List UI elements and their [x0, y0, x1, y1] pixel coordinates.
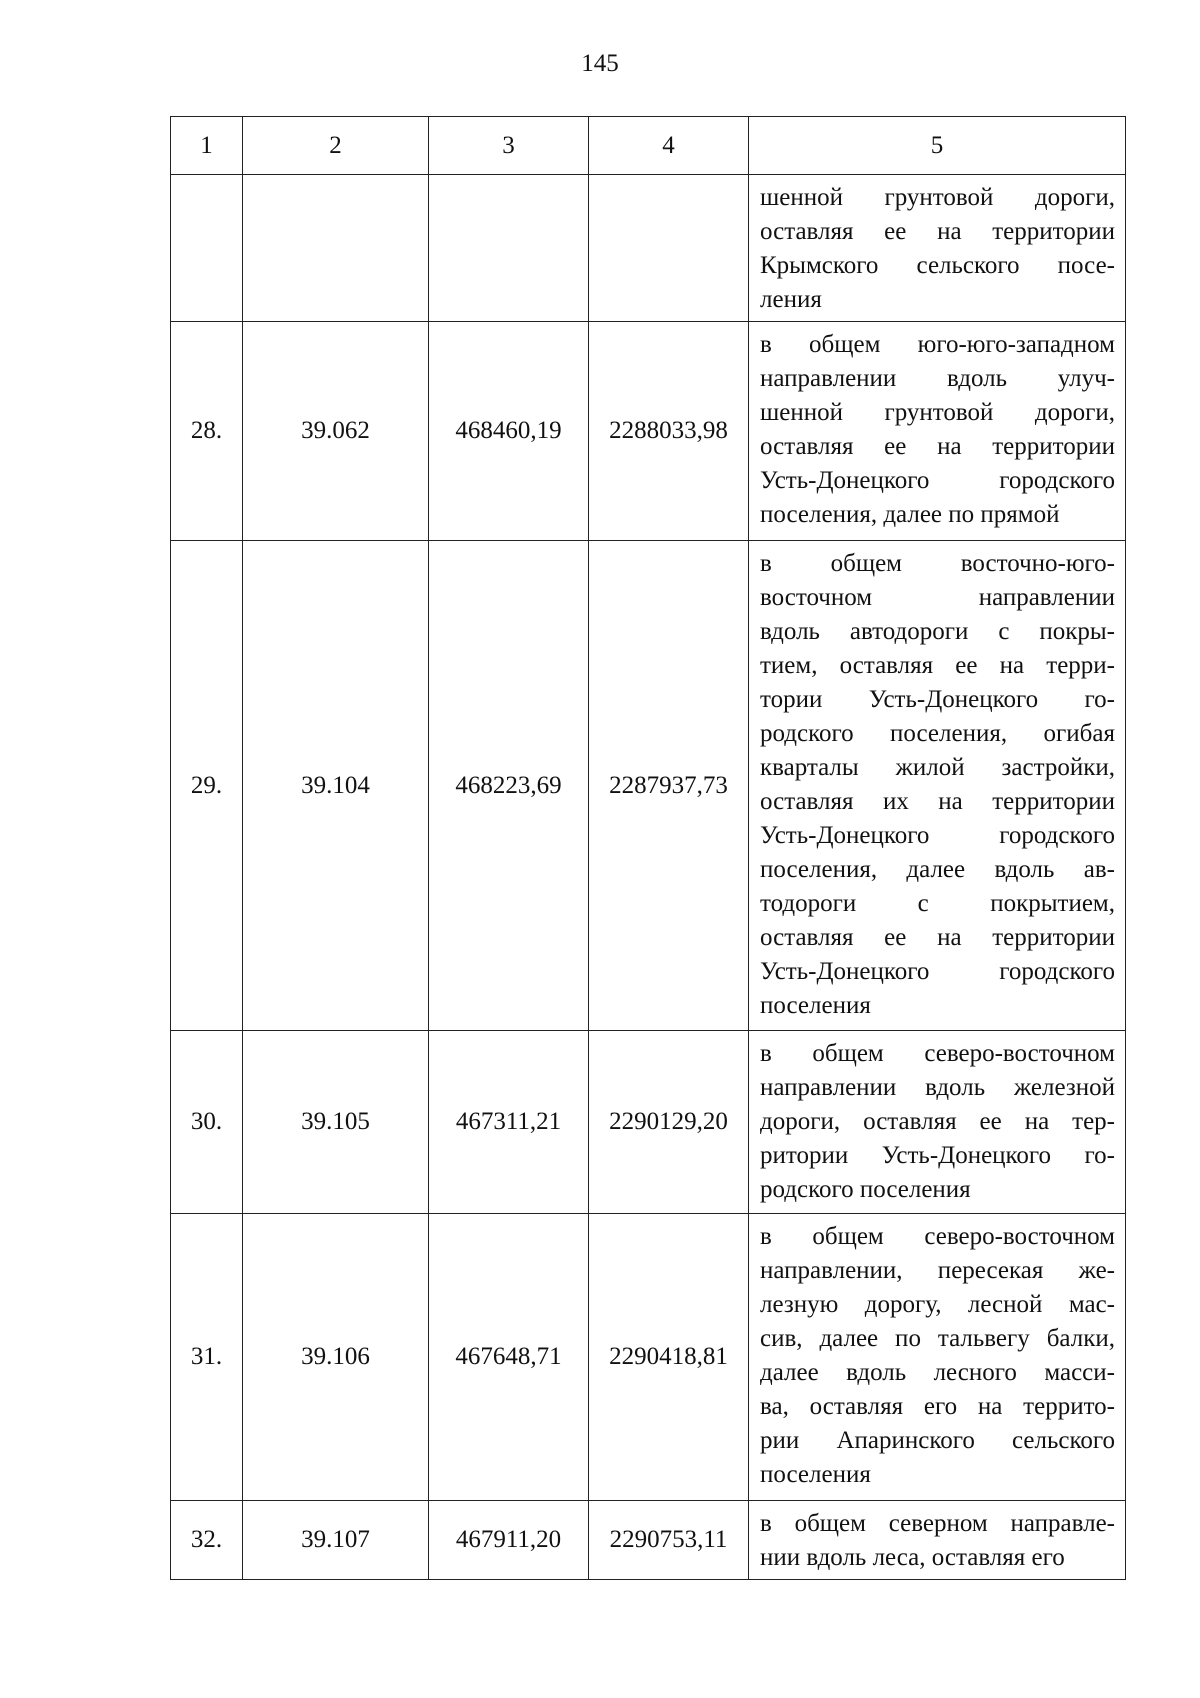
description-line: кварталы жилой застройки, [760, 754, 1115, 781]
y-coordinate-cell: 2290129,20 [589, 1031, 749, 1214]
page-number: 145 [581, 50, 619, 77]
x-coordinate-cell: 468460,19 [429, 322, 589, 541]
description-line: в общем северном направле- [760, 1510, 1115, 1537]
description-line: оставляя ее на территории [760, 218, 1115, 245]
row-number-cell: 30. [171, 1031, 243, 1214]
description-line: тодороги с покрытием, [760, 890, 1115, 917]
description-line: в общем северо-восточном [760, 1040, 1115, 1067]
table-row [171, 322, 1126, 541]
point-id-cell: 39.062 [243, 322, 429, 541]
x-coordinate-cell: 467648,71 [429, 1214, 589, 1501]
header-cell-2: 2 [243, 117, 429, 175]
description-line: шенной грунтовой дороги, [760, 184, 1115, 211]
description-cell [749, 175, 1126, 322]
description-line: направлении вдоль улуч- [760, 365, 1115, 392]
description-line: поселения [760, 992, 871, 1019]
y-coordinate-cell [589, 175, 749, 322]
description-line: в общем юго-юго-западном [760, 331, 1115, 358]
description-line: восточном направлении [760, 584, 1115, 611]
description-line: вдоль автодороги с покры- [760, 618, 1115, 645]
description-cell [749, 1501, 1126, 1580]
row-number-cell: 28. [171, 322, 243, 541]
description-line: лезную дорогу, лесной мас- [760, 1291, 1115, 1318]
point-id-cell: 39.106 [243, 1214, 429, 1501]
description-line: ления [760, 286, 822, 313]
point-id-cell: 39.104 [243, 541, 429, 1031]
description-line: в общем северо-восточном [760, 1223, 1115, 1250]
point-id-cell [243, 175, 429, 322]
description-line: в общем восточно-юго- [760, 550, 1115, 577]
boundary-table [170, 116, 1126, 1580]
y-coordinate-cell: 2288033,98 [589, 322, 749, 541]
description-line: поселения, далее по прямой [760, 501, 1060, 528]
description-cell [749, 322, 1126, 541]
description-line: шенной грунтовой дороги, [760, 399, 1115, 426]
description-line: рии Апаринского сельского [760, 1427, 1115, 1454]
header-cell-3: 3 [429, 117, 589, 175]
description-line: оставляя ее на территории [760, 433, 1115, 460]
description-line: родского поселения [760, 1176, 971, 1203]
point-id-cell: 39.107 [243, 1501, 429, 1580]
row-number-cell [171, 175, 243, 322]
description-cell [749, 1214, 1126, 1501]
description-line: нии вдоль леса, оставляя его [760, 1544, 1065, 1571]
header-cell-1: 1 [171, 117, 243, 175]
description-line: тием, оставляя ее на терри- [760, 652, 1115, 679]
description-line: поселения, далее вдоль ав- [760, 856, 1115, 883]
x-coordinate-cell: 467911,20 [429, 1501, 589, 1580]
x-coordinate-cell [429, 175, 589, 322]
description-line: поселения [760, 1461, 871, 1488]
description-line: дороги, оставляя ее на тер- [760, 1108, 1115, 1135]
row-number-cell: 29. [171, 541, 243, 1031]
y-coordinate-cell: 2290753,11 [589, 1501, 749, 1580]
description-line: ритории Усть-Донецкого го- [760, 1142, 1115, 1169]
point-id-cell: 39.105 [243, 1031, 429, 1214]
description-cell [749, 541, 1126, 1031]
header-cell-4: 4 [589, 117, 749, 175]
description-line: родского поселения, огибая [760, 720, 1115, 747]
row-number-cell: 31. [171, 1214, 243, 1501]
description-line: направлении вдоль железной [760, 1074, 1115, 1101]
description-line: направлении, пересекая же- [760, 1257, 1115, 1284]
table-header-row [171, 117, 1126, 175]
table-row [171, 1031, 1126, 1214]
description-line: Усть-Донецкого городского [760, 467, 1115, 494]
table-row [171, 1214, 1126, 1501]
description-line: Крымского сельского посе- [760, 252, 1115, 279]
table-row [171, 1501, 1126, 1580]
table-body [171, 175, 1126, 1580]
y-coordinate-cell: 2290418,81 [589, 1214, 749, 1501]
table-row [171, 541, 1126, 1031]
y-coordinate-cell: 2287937,73 [589, 541, 749, 1031]
table-row [171, 175, 1126, 322]
header-cell-5: 5 [749, 117, 1126, 175]
description-line: сив, далее по тальвегу балки, [760, 1325, 1115, 1352]
row-number-cell: 32. [171, 1501, 243, 1580]
description-line: оставляя их на территории [760, 788, 1115, 815]
x-coordinate-cell: 468223,69 [429, 541, 589, 1031]
description-line: Усть-Донецкого городского [760, 822, 1115, 849]
description-line: далее вдоль лесного масси- [760, 1359, 1115, 1386]
description-line: ва, оставляя его на террито- [760, 1393, 1115, 1420]
description-line: Усть-Донецкого городского [760, 958, 1115, 985]
x-coordinate-cell: 467311,21 [429, 1031, 589, 1214]
description-line: оставляя ее на территории [760, 924, 1115, 951]
description-line: тории Усть-Донецкого го- [760, 686, 1115, 713]
description-cell [749, 1031, 1126, 1214]
